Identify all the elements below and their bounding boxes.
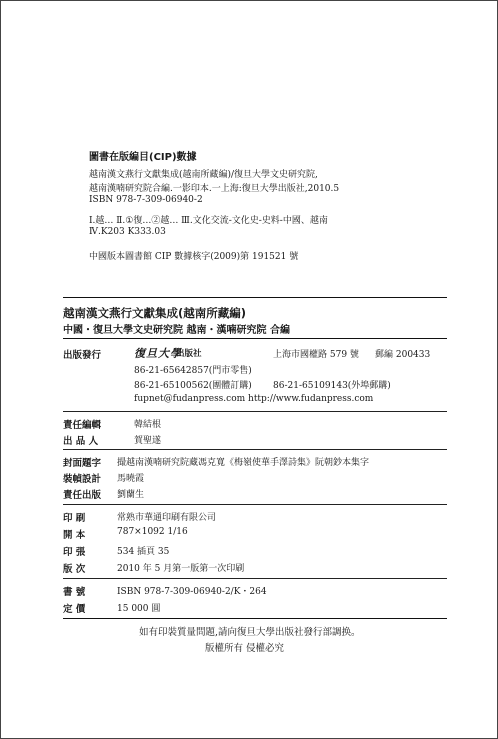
producer-value: 賀聖遂 [134, 436, 162, 446]
publisher-phone-group: 86-21-65100562(團體訂購) [134, 381, 252, 391]
printer-label: 印 刷 [63, 513, 86, 524]
divider [63, 504, 447, 505]
format-value: 787×1092 1/16 [117, 527, 188, 537]
editor-label: 責任編輯 [63, 420, 102, 431]
cip-title: 圖書在版編目(CIP)數據 [89, 152, 197, 163]
cip-line-1: 越南漢文燕行文獻集成(越南所藏編)/復旦大學文史研究院, [89, 170, 318, 180]
printer-value: 常熟市華通印刷有限公司 [117, 513, 217, 523]
copyright-notice: 版權所有 侵權必究 [205, 643, 285, 654]
publishing-manager-label: 責任出版 [63, 490, 102, 501]
price-value: 15 000 圓 [117, 604, 161, 614]
quality-notice: 如有印裝質量問題,請向復旦大學出版社發行部調换。 [139, 627, 361, 638]
publisher-logo-sub: 出版社 [176, 349, 202, 359]
publisher-logo: 復旦大學 [134, 347, 182, 360]
cip-classification-2: Ⅳ.K203 K333.03 [89, 227, 166, 237]
editor-value: 韓結根 [134, 420, 162, 430]
isbn-value: ISBN 978-7-309-06940-2/K・264 [117, 587, 267, 597]
producer-label: 出 品 人 [63, 436, 99, 447]
publishing-manager-value: 劉蘭生 [117, 490, 145, 500]
divider [63, 449, 447, 450]
edition-label: 版 次 [63, 564, 86, 575]
format-label: 開 本 [63, 530, 86, 541]
publisher-label: 出版發行 [63, 350, 102, 361]
sheets-value: 534 插頁 35 [117, 547, 170, 557]
sheets-label: 印 張 [63, 547, 86, 558]
divider [63, 411, 447, 412]
publisher-web: fupnet@fudanpress.com http://www.fudanpress.com [134, 394, 374, 404]
cover-calligraphy-label: 封面題字 [63, 458, 102, 469]
divider [63, 618, 447, 619]
publisher-postcode: 郵編 200433 [375, 350, 431, 360]
divider [63, 297, 447, 298]
divider [63, 578, 447, 579]
edition-value: 2010 年 5 月第一版第一次印刷 [117, 564, 245, 574]
cip-line-2: 越南漢喃研究院合編.一影印本.一上海:復旦大學出版社,2010.5 [89, 184, 340, 194]
book-title: 越南漢文燕行文獻集成(越南所藏編) [63, 306, 247, 320]
cip-record-number: 中國版本圖書館 CIP 數據核字(2009)第 191521 號 [89, 252, 299, 262]
publisher-phone-retail: 86-21-65642857(門市零售) [134, 366, 252, 376]
cover-calligraphy-value: 撮越南漢喃研究院藏馮克寬《梅嶺使華手澤詩集》阮朝鈔本集字 [117, 458, 370, 468]
publisher-address: 上海市國權路 579 號 [273, 350, 359, 360]
design-label: 裝幀設計 [63, 474, 102, 485]
design-value: 馬曉霞 [117, 474, 145, 484]
cip-line-3: ISBN 978-7-309-06940-2 [89, 195, 203, 205]
divider [63, 338, 447, 339]
isbn-label: 書 號 [63, 587, 86, 598]
book-authors: 中國・復旦大學文史研究院 越南・漢喃研究院 合編 [63, 325, 290, 336]
cip-classification-1: Ⅰ.越… Ⅱ.①復…②越… Ⅲ.文化交流-文化史-史料-中國、越南 [89, 216, 328, 226]
publisher-phone-mail: 86-21-65109143(外埠郵購) [273, 381, 391, 391]
price-label: 定 價 [63, 604, 86, 615]
